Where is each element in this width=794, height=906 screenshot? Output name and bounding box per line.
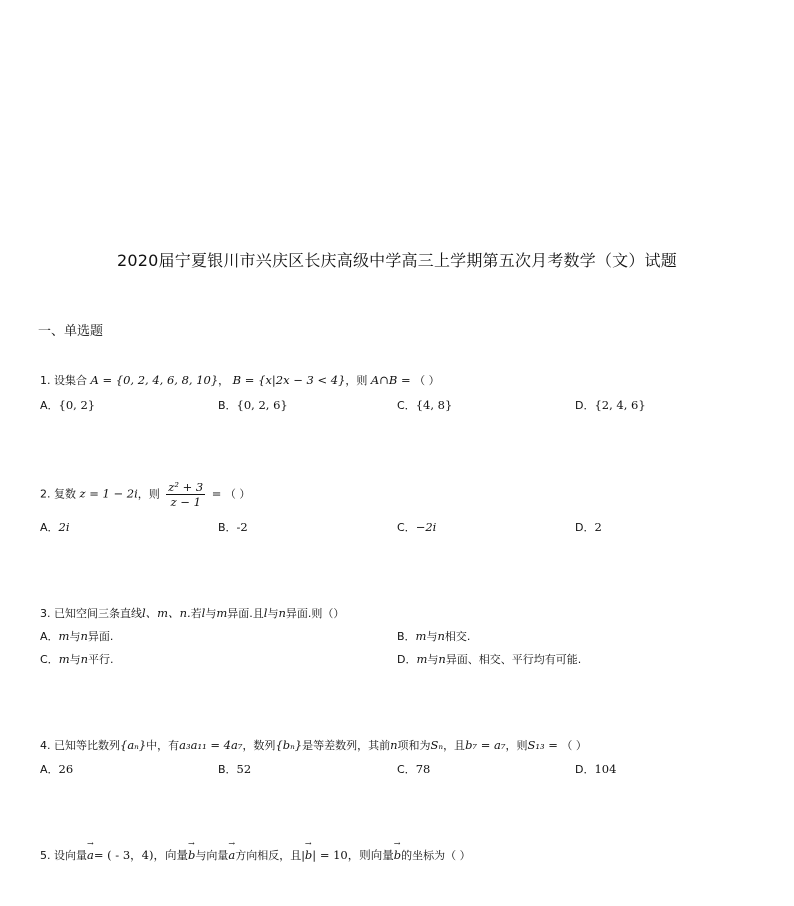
math-var: l	[263, 606, 268, 620]
vector-a: → a	[228, 848, 235, 862]
math-var: n	[278, 606, 286, 620]
question-text: 异面.则（）	[285, 607, 345, 620]
math-var: m	[216, 606, 228, 620]
question-3	[40, 605, 344, 621]
equals-sign: =	[211, 486, 222, 501]
option-b	[218, 397, 288, 413]
question-4	[40, 737, 587, 753]
math-var: m	[58, 629, 70, 643]
math-expr: a₃a₁₁ = 4a₇	[179, 738, 243, 752]
option-value: 2	[594, 520, 602, 534]
question-number: 5.	[40, 849, 51, 862]
option-a	[40, 519, 70, 535]
question-text: 与	[267, 607, 279, 620]
math-expr: {bₙ}	[275, 738, 303, 752]
option-value: {4, 8}	[415, 398, 453, 412]
option-label: D．	[575, 399, 595, 412]
answer-paren: （ ）	[224, 487, 251, 501]
vector-b: → b	[188, 848, 195, 862]
document-title: 2020届宁夏银川市兴庆区长庆高级中学高三上学期第五次月考数学（文）试题	[117, 251, 677, 270]
option-label: B．	[218, 763, 237, 776]
option-value: −2i	[415, 520, 437, 534]
question-text: 是等差数列，其前	[302, 739, 391, 752]
option-label: B．	[218, 399, 237, 412]
question-text: ，则	[505, 739, 528, 752]
math-var: m	[415, 629, 427, 643]
option-value: 52	[236, 762, 252, 776]
question-number: 2.	[40, 487, 51, 501]
option-b	[218, 519, 248, 535]
option-label: A．	[40, 521, 59, 534]
option-d	[575, 519, 602, 535]
option-label: B．	[397, 630, 416, 643]
question-text: 方向相反，且|	[235, 849, 305, 862]
option-a	[40, 761, 73, 777]
math-var: n	[80, 652, 89, 666]
math-var: n	[437, 629, 445, 643]
option-d	[575, 761, 616, 777]
option-b	[397, 628, 470, 644]
math-var: n	[390, 738, 398, 752]
question-5	[40, 847, 471, 863]
option-text: 异面.	[87, 630, 114, 643]
math-var: l	[201, 606, 206, 620]
option-value: 104	[594, 762, 617, 776]
option-label: C．	[40, 653, 59, 666]
answer-paren: （ ）	[414, 374, 440, 387]
question-text: | = 10，则向量	[312, 848, 394, 862]
option-d	[575, 397, 646, 413]
option-label: A．	[40, 763, 59, 776]
question-number: 3.	[40, 607, 51, 620]
answer-paren: （ ）	[561, 739, 587, 752]
option-d	[397, 651, 581, 667]
math-var: m	[58, 652, 70, 666]
question-text: 中，有	[146, 739, 180, 752]
section-heading: 一、单选题	[38, 324, 104, 339]
option-value: {0, 2}	[58, 398, 96, 412]
fraction	[166, 480, 205, 509]
option-text: 异面、相交、平行均有可能.	[445, 653, 582, 666]
question-text: 设集合	[54, 374, 87, 387]
option-value: 26	[58, 762, 74, 776]
option-label: C．	[397, 763, 416, 776]
question-1	[40, 372, 440, 388]
option-text: 平行.	[88, 653, 114, 666]
question-text: 已知空间三条直线	[54, 607, 142, 620]
option-label: C．	[397, 521, 416, 534]
option-text: 与	[69, 630, 81, 643]
question-text: 复数	[54, 487, 76, 501]
option-label: D．	[575, 521, 595, 534]
question-text: 与	[205, 607, 217, 620]
question-text: 已知等比数列	[54, 739, 120, 752]
math-var: m	[416, 652, 428, 666]
option-a	[40, 397, 95, 413]
fraction-denominator: z − 1	[170, 495, 201, 509]
question-text: 项和为	[397, 739, 431, 752]
option-value: {0, 2, 6}	[236, 398, 288, 412]
option-c	[397, 761, 430, 777]
option-value: -2	[236, 520, 248, 534]
math-expr: z = 1 − 2i	[79, 486, 138, 501]
question-text: ，则	[345, 374, 368, 387]
math-expr: A = {0, 2, 4, 6, 8, 10}	[90, 373, 219, 387]
math-expr: S₁₃ =	[527, 738, 558, 752]
question-text: ，则	[137, 487, 160, 501]
option-text: 与	[426, 630, 438, 643]
option-c	[397, 397, 452, 413]
question-text: ，数列	[242, 739, 276, 752]
option-a	[40, 628, 113, 644]
option-text: 与	[69, 653, 81, 666]
question-text: = ( - 3，4)，向量	[93, 848, 188, 862]
math-expr: {aₙ}	[120, 738, 147, 752]
fraction-numerator: z² + 3	[168, 480, 204, 494]
math-expr: b₇ = a₇	[465, 738, 506, 752]
math-expr: B = {x|2x − 3 < 4}	[232, 373, 346, 387]
vector-a: → a	[87, 848, 94, 862]
question-number: 1.	[40, 374, 51, 387]
option-value: 78	[415, 762, 431, 776]
math-expr: Sₙ	[430, 738, 444, 752]
option-label: D．	[575, 763, 595, 776]
vector-b: → b	[305, 848, 312, 862]
option-label: A．	[40, 630, 59, 643]
math-var: n	[80, 629, 88, 643]
option-value: 2i	[58, 520, 70, 534]
math-expr: A∩B =	[370, 373, 411, 387]
question-text: 异面.且	[227, 607, 264, 620]
option-text: 与	[427, 653, 439, 666]
question-text: 设向量	[54, 849, 87, 862]
vector-b: → b	[394, 848, 401, 862]
option-label: A．	[40, 399, 59, 412]
question-text: ，	[218, 374, 230, 387]
option-text: 相交.	[444, 630, 471, 643]
question-2	[40, 480, 250, 509]
question-text: 若	[190, 607, 202, 620]
option-label: C．	[397, 399, 416, 412]
math-var: n	[438, 652, 446, 666]
option-label: B．	[218, 521, 237, 534]
question-text: 的坐标为（ ）	[401, 849, 471, 862]
question-text: ，且	[443, 739, 466, 752]
option-value: {2, 4, 6}	[594, 398, 646, 412]
math-expr: l、m、n.	[142, 606, 191, 620]
option-c	[397, 519, 436, 535]
question-text: 与向量	[195, 849, 229, 862]
option-label: D．	[397, 653, 417, 666]
option-c	[40, 651, 114, 667]
option-b	[218, 761, 251, 777]
question-number: 4.	[40, 739, 51, 752]
